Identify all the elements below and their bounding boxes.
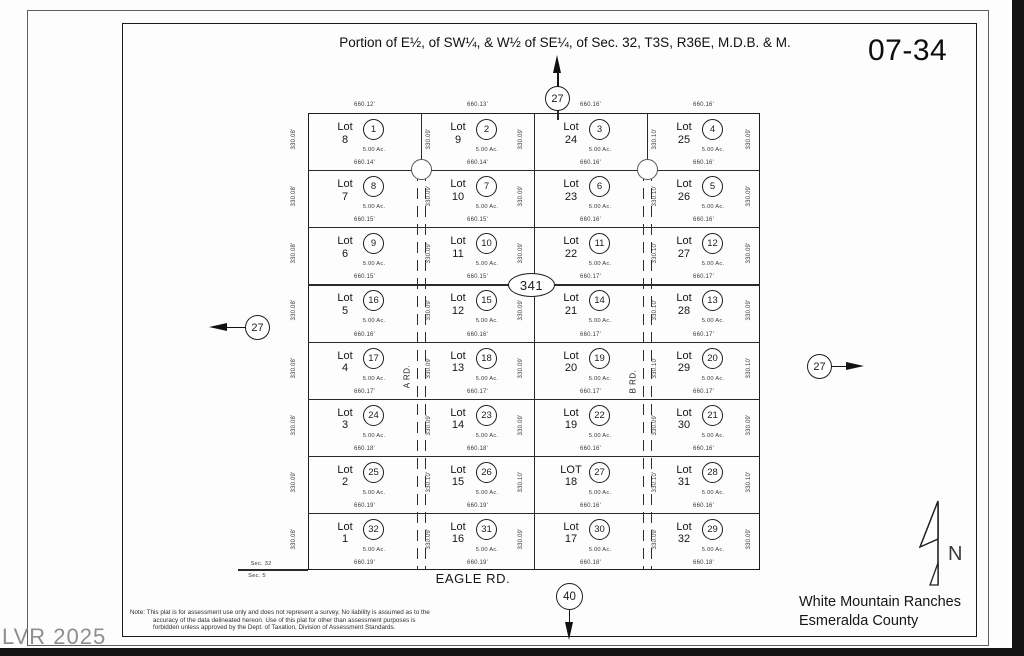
parcel-number-circle: 19 [589, 348, 610, 369]
road-terminus-circle [411, 159, 432, 180]
arrow-right-icon [846, 362, 864, 370]
column-width-dim: 660.13' [467, 102, 488, 108]
section-label-below: Sec. 5 [248, 572, 266, 579]
lot-label [324, 178, 366, 203]
lot-word: Lot [676, 349, 692, 362]
lot-word: Lot [563, 406, 579, 419]
parcel-number-circle: 4 [702, 119, 723, 140]
lot-number: 28 [677, 304, 691, 317]
lot-height-dim: 330.10' [652, 299, 658, 321]
acreage-label: 5.00 Ac. [588, 489, 612, 496]
lot-height-dim: 330.08' [291, 528, 297, 550]
lot-number: 6 [341, 247, 349, 260]
lot-word: Lot [337, 406, 353, 419]
scan-watermark: LVR 2025 [2, 624, 107, 649]
lot-width-dim: 660.16' [580, 502, 601, 509]
lot-word: Lot [450, 292, 466, 305]
acreage-label: 5.00 Ac. [588, 318, 612, 325]
lot-width-dim: 660.16' [580, 445, 601, 452]
lot-number: 17 [564, 533, 578, 546]
lot-label [437, 292, 479, 317]
parcel-number-circle: 29 [702, 519, 723, 540]
lot-height-dim: 330.08' [291, 242, 297, 264]
lot-word: Lot [337, 463, 353, 476]
lot-height-dim: 330.09' [426, 357, 432, 378]
acreage-label: 5.00 Ac. [588, 147, 612, 153]
lot-label [550, 235, 592, 260]
lot-word: Lot [563, 121, 579, 133]
county-name: Esmeralda County [799, 612, 919, 629]
lot-height-dim: 330.10' [746, 357, 752, 378]
lot-width-dim: 660.19' [354, 502, 375, 509]
arrow-left-icon [209, 323, 227, 331]
lot-number: 5 [341, 304, 349, 317]
lot-width-dim: 660.16' [580, 217, 601, 224]
lot-number: 30 [677, 419, 691, 432]
acreage-label: 5.00 Ac. [475, 261, 499, 268]
lot-label [324, 350, 366, 375]
lot-label [437, 407, 479, 432]
acreage-label: 5.00 Ac. [362, 318, 386, 325]
lot-width-dim: 660.16' [693, 502, 714, 509]
acreage-label: 5.00 Ac. [701, 432, 725, 439]
acreage-label: 5.00 Ac. [701, 204, 725, 211]
parcel-number-circle: 31 [476, 519, 497, 540]
road-marker-bottom: 40 [556, 583, 583, 610]
lot-label [663, 235, 705, 260]
lot-width-dim: 660.17' [693, 388, 714, 395]
lot-height-dim: 330.08' [291, 128, 297, 150]
parcel-number-circle: 21 [702, 405, 723, 426]
lot-height-dim: 330.09' [746, 185, 752, 207]
lot-label [663, 350, 705, 375]
lot-label [437, 521, 479, 546]
acreage-label: 5.00 Ac. [362, 375, 386, 382]
acreage-label: 5.00 Ac. [362, 147, 386, 153]
sheet-number: 07-34 [868, 34, 948, 67]
lot-width-dim: 660.15' [354, 217, 375, 224]
acreage-label: 5.00 Ac. [475, 489, 499, 496]
acreage-label: 5.00 Ac. [362, 546, 386, 553]
lot-label [663, 521, 705, 546]
lot-number: 11 [452, 247, 464, 260]
lot-width-dim: 660.17' [354, 388, 375, 395]
road-marker-top: 27 [545, 86, 570, 111]
parcel-number-circle: 2 [476, 119, 497, 140]
lot-width-dim: 660.16' [693, 217, 714, 224]
lot-width-dim: 660.14' [467, 160, 488, 167]
parcel-number-circle: 32 [363, 519, 384, 540]
lot-height-dim: 330.09' [746, 242, 752, 264]
lot-width-dim: 660.18' [354, 445, 375, 452]
lot-number: 20 [564, 362, 578, 374]
lot-height-dim: 330.09' [746, 414, 752, 436]
lot-height-dim: 330.09' [518, 528, 524, 550]
lot-label [550, 350, 592, 375]
lot-number: 29 [677, 362, 691, 374]
lot-label [324, 407, 366, 432]
road-marker-left: 27 [245, 315, 270, 340]
parcel-number-circle: 15 [476, 290, 497, 311]
acreage-label: 5.00 Ac. [475, 546, 499, 553]
lot-label [550, 521, 592, 546]
column-width-dim: 660.16' [693, 102, 714, 108]
lot-label [550, 121, 592, 146]
north-arrow-icon [905, 497, 975, 597]
acreage-label: 5.00 Ac. [701, 261, 725, 268]
lot-height-dim: 330.09' [518, 299, 524, 321]
lot-number: 32 [677, 533, 691, 546]
acreage-label: 5.00 Ac. [475, 375, 499, 382]
lot-word: Lot [450, 178, 466, 191]
lot-label [437, 350, 479, 375]
lot-label [663, 464, 705, 489]
lot-width-dim: 660.16' [354, 331, 375, 338]
section-label-above: Sec. 32 [250, 561, 272, 567]
lot-label [324, 121, 366, 146]
lot-width-dim: 660.17' [467, 388, 488, 395]
arrow-line-bottom [569, 610, 570, 622]
acreage-label: 5.00 Ac. [701, 546, 725, 553]
lot-width-dim: 660.19' [354, 560, 375, 566]
acreage-label: 5.00 Ac. [588, 204, 612, 211]
lot-height-dim: 330.09' [652, 528, 658, 550]
lot-height-dim: 330.09' [426, 528, 432, 550]
eagle-road-label: EAGLE RD. [435, 571, 511, 586]
lot-label [550, 178, 592, 203]
acreage-label: 5.00 Ac. [588, 432, 612, 439]
lot-number: 21 [564, 304, 578, 317]
lot-number: 4 [341, 362, 349, 374]
lot-width-dim: 660.18' [693, 560, 714, 566]
lot-word: Lot [676, 235, 692, 248]
lot-width-dim: 660.16' [580, 160, 601, 167]
acreage-label: 5.00 Ac. [362, 261, 386, 268]
lot-word: Lot [450, 121, 466, 133]
lot-height-dim: 330.09' [746, 128, 752, 150]
lot-height-dim: 330.08' [291, 357, 297, 378]
lot-label [550, 464, 592, 489]
lot-height-dim: 330.09' [426, 414, 432, 436]
lot-width-dim: 660.15' [467, 274, 488, 281]
lot-number: 9 [454, 133, 462, 146]
lot-number: 19 [564, 419, 578, 432]
lot-word: Lot [676, 178, 692, 191]
lot-word: Lot [563, 520, 579, 533]
lot-label [663, 121, 705, 146]
road-b-label: B RD. [628, 369, 638, 394]
lot-word: Lot [676, 292, 692, 305]
lot-number: 15 [451, 476, 465, 489]
lot-height-dim: 330.10' [426, 471, 432, 493]
lot-label [324, 292, 366, 317]
acreage-label: 5.00 Ac. [701, 489, 725, 496]
lot-word: Lot [337, 520, 353, 533]
arrow-line-right [831, 366, 846, 367]
lot-height-dim: 330.10' [652, 471, 658, 493]
lot-label [437, 178, 479, 203]
lot-height-dim: 330.09' [518, 357, 524, 378]
lot-label [663, 292, 705, 317]
parcel-number-circle: 9 [363, 233, 384, 254]
road-terminus-circle [637, 159, 658, 180]
lot-number: 26 [677, 190, 691, 203]
parcel-number-circle: 14 [589, 290, 610, 311]
lot-height-dim: 330.09' [746, 528, 752, 550]
lot-height-dim: 330.10' [652, 357, 658, 378]
lot-number: 25 [677, 133, 691, 146]
parcel-number-circle: 10 [476, 233, 497, 254]
lot-width-dim: 660.14' [354, 160, 375, 167]
lot-height-dim: 330.09' [518, 128, 524, 150]
lot-label [437, 235, 479, 260]
column-width-dim: 660.12' [354, 102, 375, 108]
lot-height-dim: 330.10' [652, 128, 658, 150]
lot-height-dim: 330.10' [746, 471, 752, 493]
lot-width-dim: 660.16' [693, 160, 714, 167]
parcel-number-circle: 16 [363, 290, 384, 311]
acreage-label: 5.00 Ac. [588, 375, 612, 382]
lot-width-dim: 660.17' [580, 388, 601, 395]
lot-number: 1 [341, 533, 349, 546]
lot-width-dim: 660.18' [467, 445, 488, 452]
subdivision-name: White Mountain Ranches [799, 594, 961, 610]
lot-width-dim: 660.17' [580, 274, 601, 281]
arrow-down-icon [565, 622, 573, 640]
acreage-label: 5.00 Ac. [362, 204, 386, 211]
lot-height-dim: 330.09' [746, 299, 752, 321]
section-line [238, 569, 308, 570]
lot-word: Lot [563, 178, 579, 191]
lot-width-dim: 660.15' [467, 217, 488, 224]
parcel-number-circle: 8 [363, 176, 384, 197]
lot-word: Lot [676, 463, 692, 476]
lot-word: Lot [563, 349, 579, 362]
acreage-label: 5.00 Ac. [701, 147, 725, 153]
lot-number: 23 [564, 190, 578, 203]
lot-number: 13 [451, 362, 465, 374]
lot-height-dim: 330.09' [291, 471, 297, 493]
column-width-dim: 660.16' [580, 102, 601, 108]
lot-word: Lot [337, 121, 353, 133]
lot-word: Lot [337, 349, 353, 362]
plat-title: Portion of E½, of SW¼, & W½ of SE¼, of Sec. 32, T3S, R36E, M.D.B. & M. [339, 35, 791, 50]
lot-height-dim: 330.09' [518, 242, 524, 264]
lot-number: 3 [341, 419, 349, 432]
lot-width-dim: 660.17' [693, 274, 714, 281]
parcel-number-circle: 5 [702, 176, 723, 197]
lot-height-dim: 330.10' [652, 242, 658, 264]
lot-height-dim: 330.09' [426, 128, 432, 150]
lot-height-dim: 330.09' [426, 299, 432, 321]
lot-number: 7 [341, 190, 349, 203]
acreage-label: 5.00 Ac. [475, 318, 499, 325]
parcel-number-circle: 12 [702, 233, 723, 254]
acreage-label: 5.00 Ac. [588, 546, 612, 553]
lot-word: Lot [450, 406, 466, 419]
lot-label [663, 178, 705, 203]
assessment-note: Note: This plat is for assessment use only and does not represent a survey. No liability is assumed as to the accuracy of the data delineated hereon. Use of this plat for other than assessment purposes is forbidden unless approved by the Dept. of Taxation, Division of Assessment Standards. [130, 609, 430, 632]
lot-number: 10 [451, 190, 465, 203]
lot-label [324, 464, 366, 489]
lot-number: 8 [341, 133, 349, 146]
parcel-number-circle: 24 [363, 405, 384, 426]
parcel-number-circle: 3 [589, 119, 610, 140]
lot-width-dim: 660.17' [580, 331, 601, 338]
lot-word: Lot [563, 235, 579, 248]
lot-word: Lot [563, 292, 579, 305]
lot-width-dim: 660.15' [354, 274, 375, 281]
acreage-label: 5.00 Ac. [475, 432, 499, 439]
lot-number: 24 [564, 133, 578, 146]
lot-height-dim: 330.10' [518, 471, 524, 493]
lot-height-dim: 330.09' [518, 185, 524, 207]
lot-word: Lot [676, 121, 692, 133]
lot-width-dim: 660.16' [467, 331, 488, 338]
acreage-label: 5.00 Ac. [701, 375, 725, 382]
parcel-number-circle: 28 [702, 462, 723, 483]
lot-width-dim: 660.18' [580, 560, 601, 566]
lot-height-dim: 330.09' [426, 242, 432, 264]
parcel-number-circle: 7 [476, 176, 497, 197]
parcel-number-circle: 18 [476, 348, 497, 369]
acreage-label: 5.00 Ac. [475, 204, 499, 211]
lot-label [324, 235, 366, 260]
acreage-label: 5.00 Ac. [475, 147, 499, 153]
lot-height-dim: 330.09' [652, 414, 658, 436]
parcel-number-circle: 30 [589, 519, 610, 540]
subdivision-title [799, 593, 979, 630]
scan-edge-right [1012, 0, 1024, 656]
lot-label [550, 407, 592, 432]
parcel-number-circle: 23 [476, 405, 497, 426]
lot-word: Lot [337, 235, 353, 248]
scan-edge-bottom [0, 648, 1024, 656]
lot-label [550, 292, 592, 317]
lot-number: 14 [451, 419, 465, 432]
lot-word: Lot [676, 406, 692, 419]
lot-word: Lot [450, 520, 466, 533]
parcel-number-circle: 22 [589, 405, 610, 426]
highway-marker-341: 341 [508, 273, 555, 297]
parcel-number-circle: 27 [589, 462, 610, 483]
lot-height-dim: 330.08' [291, 185, 297, 207]
arrow-line-top [557, 73, 558, 87]
lot-number: 22 [564, 247, 578, 260]
parcel-number-circle: 1 [363, 119, 384, 140]
parcel-number-circle: 17 [363, 348, 384, 369]
lot-word: Lot [676, 520, 692, 533]
lot-height-dim: 330.10' [652, 185, 658, 207]
lot-width-dim: 660.16' [693, 445, 714, 452]
lot-number: 16 [451, 533, 465, 546]
lot-width-dim: 660.17' [693, 331, 714, 338]
lot-width-dim: 660.19' [467, 502, 488, 509]
lot-number: 12 [451, 304, 465, 317]
lot-word: LOT [560, 463, 582, 476]
lot-height-dim: 330.09' [518, 414, 524, 436]
lot-label [663, 407, 705, 432]
lot-word: Lot [450, 349, 466, 362]
acreage-label: 5.00 Ac. [701, 318, 725, 325]
parcel-number-circle: 6 [589, 176, 610, 197]
lot-word: Lot [450, 463, 466, 476]
lot-height-dim: 330.08' [291, 414, 297, 436]
parcel-number-circle: 25 [363, 462, 384, 483]
lot-number: 27 [677, 247, 691, 260]
parcel-number-circle: 20 [702, 348, 723, 369]
arrow-up-icon [553, 55, 561, 73]
acreage-label: 5.00 Ac. [588, 261, 612, 268]
lot-height-dim: 330.09' [426, 185, 432, 207]
lot-number: 18 [564, 476, 578, 489]
lot-label [437, 121, 479, 146]
lot-word: Lot [337, 292, 353, 305]
acreage-label: 5.00 Ac. [362, 489, 386, 496]
parcel-number-circle: 13 [702, 290, 723, 311]
north-letter: N [948, 543, 963, 565]
lot-word: Lot [337, 178, 353, 191]
lot-height-dim: 330.08' [291, 299, 297, 321]
parcel-number-circle: 11 [589, 233, 610, 254]
parcel-number-circle: 26 [476, 462, 497, 483]
road-a-label: A RD. [402, 364, 412, 389]
lot-label [437, 464, 479, 489]
lot-width-dim: 660.19' [467, 560, 488, 566]
lot-number: 2 [341, 476, 349, 489]
acreage-label: 5.00 Ac. [362, 432, 386, 439]
road-marker-right: 27 [807, 354, 832, 379]
lot-word: Lot [450, 235, 466, 248]
lot-label [324, 521, 366, 546]
lot-number: 31 [677, 476, 691, 489]
arrow-line-left [227, 327, 246, 328]
